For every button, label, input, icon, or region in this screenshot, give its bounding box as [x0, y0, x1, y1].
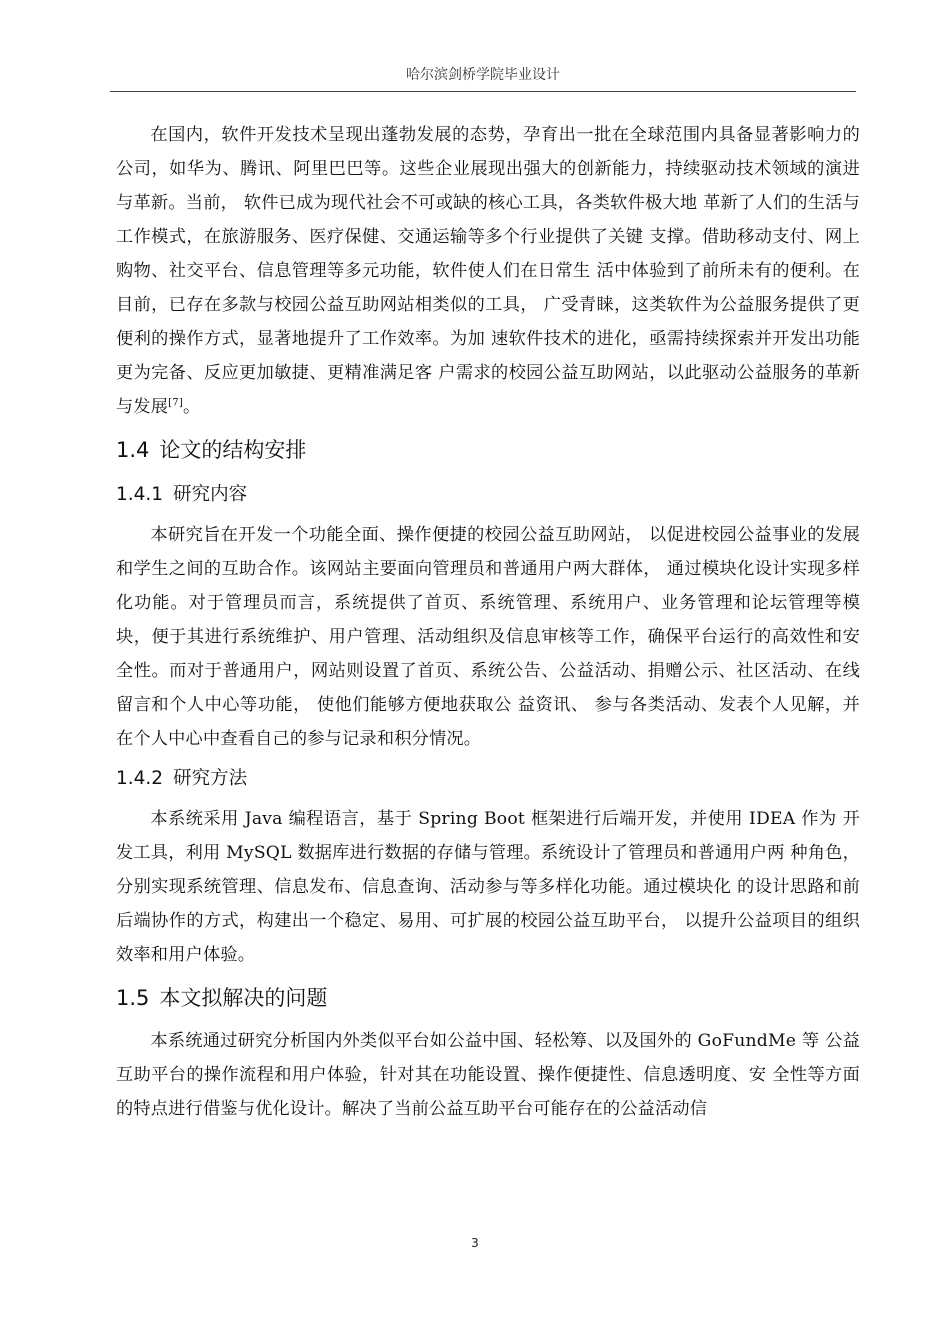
- section-title: 论文的结构安排: [159, 438, 307, 462]
- intro-paragraph-end: 。: [182, 397, 201, 417]
- page-body: [116, 118, 860, 1126]
- intro-paragraph: [116, 118, 860, 424]
- section-heading-1-5: [116, 978, 860, 1018]
- section-title: 研究方法: [173, 768, 248, 789]
- intro-paragraph-text: 在国内，软件开发技术呈现出蓬勃发展的态势，孕育出一批在全球范围内具备显著影响力的公司，如华为、腾讯、阿里巴巴等。这些企业展现出强大的创新能力，持续驱动技术领域的演进与革新。当前， 软件已成为现代社会不可或缺的核心工具，各类软件极大地 革新了人们的生活与工作模式，在旅游服务、医疗保健、交通运输等多个行业提供了关键 支撑。借助移动支付、网上购物、社交平台、信息管理等多元功能，软件使人们在日常生 活中体验到了前所未有的便利。在目前，已存在多款与校园公益互助网站相类似的工具， 广受青睐，这类软件为公益服务提供了更便利的操作方式，显著地提升了工作效率。为加 速软件技术的进化，亟需持续探索并开发出功能更为完备、反应更加敏捷、更精准满足客 户需求的校园公益互助网站，以此驱动公益服务的革新与发展: [116, 125, 860, 417]
- section-number: 1.5: [116, 986, 150, 1010]
- section-title: 研究内容: [173, 484, 248, 505]
- section-number: 1.4: [116, 438, 150, 462]
- header-title: 哈尔滨剑桥学院毕业设计: [406, 67, 560, 83]
- section-title: 本文拟解决的问题: [159, 986, 328, 1010]
- section-number: 1.4.1: [116, 484, 164, 505]
- section-number: 1.4.2: [116, 768, 164, 789]
- research-content-paragraph: 本研究旨在开发一个功能全面、操作便捷的校园公益互助网站， 以促进校园公益事业的发展和学生之间的互助合作。该网站主要面向管理员和普通用户两大群体， 通过模块化设计实现多样化功能。对于管理员而言，系统提供了首页、系统管理、系统用户、业务管理和论坛管理等模块，便于其进行系统维护、用户管理、活动组织及信息审核等工作，确保平台运行的高效性和安全性。而对于普通用户，网站则设置了首页、系统公告、公益活动、捐赠公示、社区活动、在线留言和个人中心等功能， 使他们能够方便地获取公 益资讯、 参与各类活动、发表个人见解，并在个人中心中查看自己的参与记录和积分情况。: [116, 525, 860, 749]
- page-header: [110, 64, 856, 92]
- section-heading-1-4: [116, 430, 860, 470]
- problems-paragraph: 本系统通过研究分析国内外类似平台如公益中国、轻松筹、以及国外的 GoFundMe 等 公益互助平台的操作流程和用户体验，针对其在功能设置、操作便捷性、信息透明度、安 全性等方面的特点进行借鉴与优化设计。解决了当前公益互助平台可能存在的公益活动信: [116, 1031, 860, 1119]
- section-heading-1-4-1: [116, 476, 860, 514]
- research-method-paragraph: 本系统采用 Java 编程语言，基于 Spring Boot 框架进行后端开发，并使用 IDEA 作为 开发工具，利用 MySQL 数据库进行数据的存储与管理。系统设计了管理员和普通用户两 种角色，分别实现系统管理、信息发布、信息查询、活动参与等多样化功能。通过模块化 的设计思路和前后端协作的方式，构建出一个稳定、易用、可扩展的校园公益互助平台， 以提升公益项目的组织效率和用户体验。: [116, 809, 860, 965]
- citation-reference: [7]: [168, 397, 183, 409]
- page-number: 3: [471, 1236, 479, 1250]
- section-heading-1-4-2: [116, 760, 860, 798]
